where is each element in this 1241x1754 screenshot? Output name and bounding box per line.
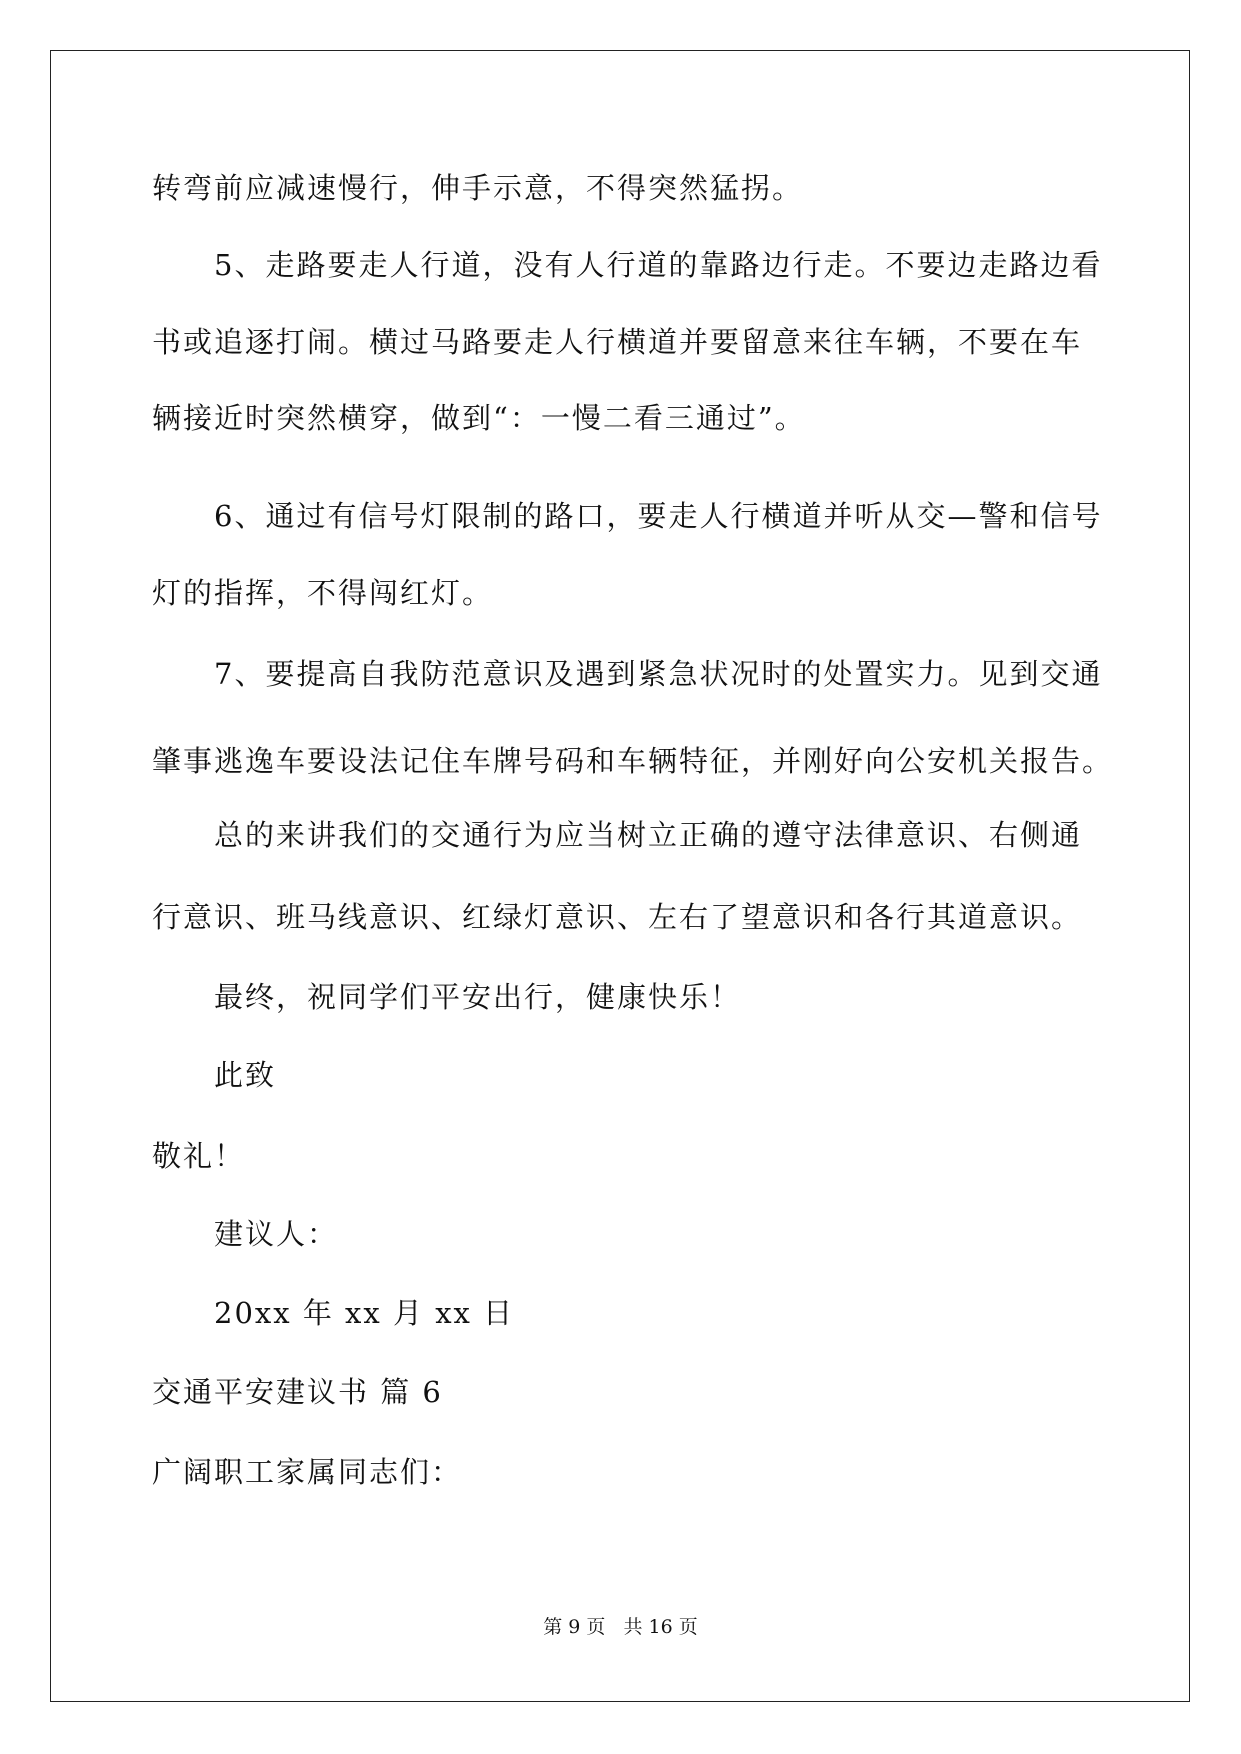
text-line: 广阔职工家属同志们： — [152, 1455, 463, 1489]
text-line: 行意识、班马线意识、红绿灯意识、左右了望意识和各行其道意识。 — [152, 900, 1083, 934]
text-line: 最终，祝同学们平安出行，健康快乐！ — [214, 980, 742, 1014]
text-line: 敬礼！ — [152, 1139, 246, 1173]
text-line: 建议人： — [214, 1217, 339, 1251]
page-footer — [0, 1615, 1241, 1639]
text-line: 书或追逐打闹。横过马路要走人行横道并要留意来往车辆，不要在车 — [152, 325, 1083, 359]
section-heading: 交通平安建议书 篇 6 — [152, 1375, 443, 1409]
text-line: 总的来讲我们的交通行为应当树立正确的遵守法律意识、右侧通 — [214, 818, 1083, 852]
text-line: 此致 — [214, 1058, 277, 1092]
text-line: 灯的指挥，不得闯红灯。 — [152, 576, 494, 610]
total-page-count: 共 16 页 — [623, 1616, 698, 1638]
text-line: 20xx 年 xx 月 xx 日 — [214, 1296, 515, 1330]
text-line: 5、走路要走人行道，没有人行道的靠路边行走。不要边走路边看 — [214, 248, 1103, 282]
text-line: 肇事逃逸车要设法记住车牌号码和车辆特征，并刚好向公安机关报告。 — [152, 744, 1114, 778]
current-page-number: 第 9 页 — [543, 1616, 606, 1638]
text-line: 辆接近时突然横穿，做到“：一慢二看三通过”。 — [152, 401, 806, 435]
text-line: 转弯前应减速慢行，伸手示意，不得突然猛拐。 — [152, 171, 804, 205]
text-line: 6、通过有信号灯限制的路口，要走人行横道并听从交—警和信号 — [214, 499, 1103, 533]
text-line: 7、要提高自我防范意识及遇到紧急状况时的处置实力。见到交通 — [214, 657, 1103, 691]
